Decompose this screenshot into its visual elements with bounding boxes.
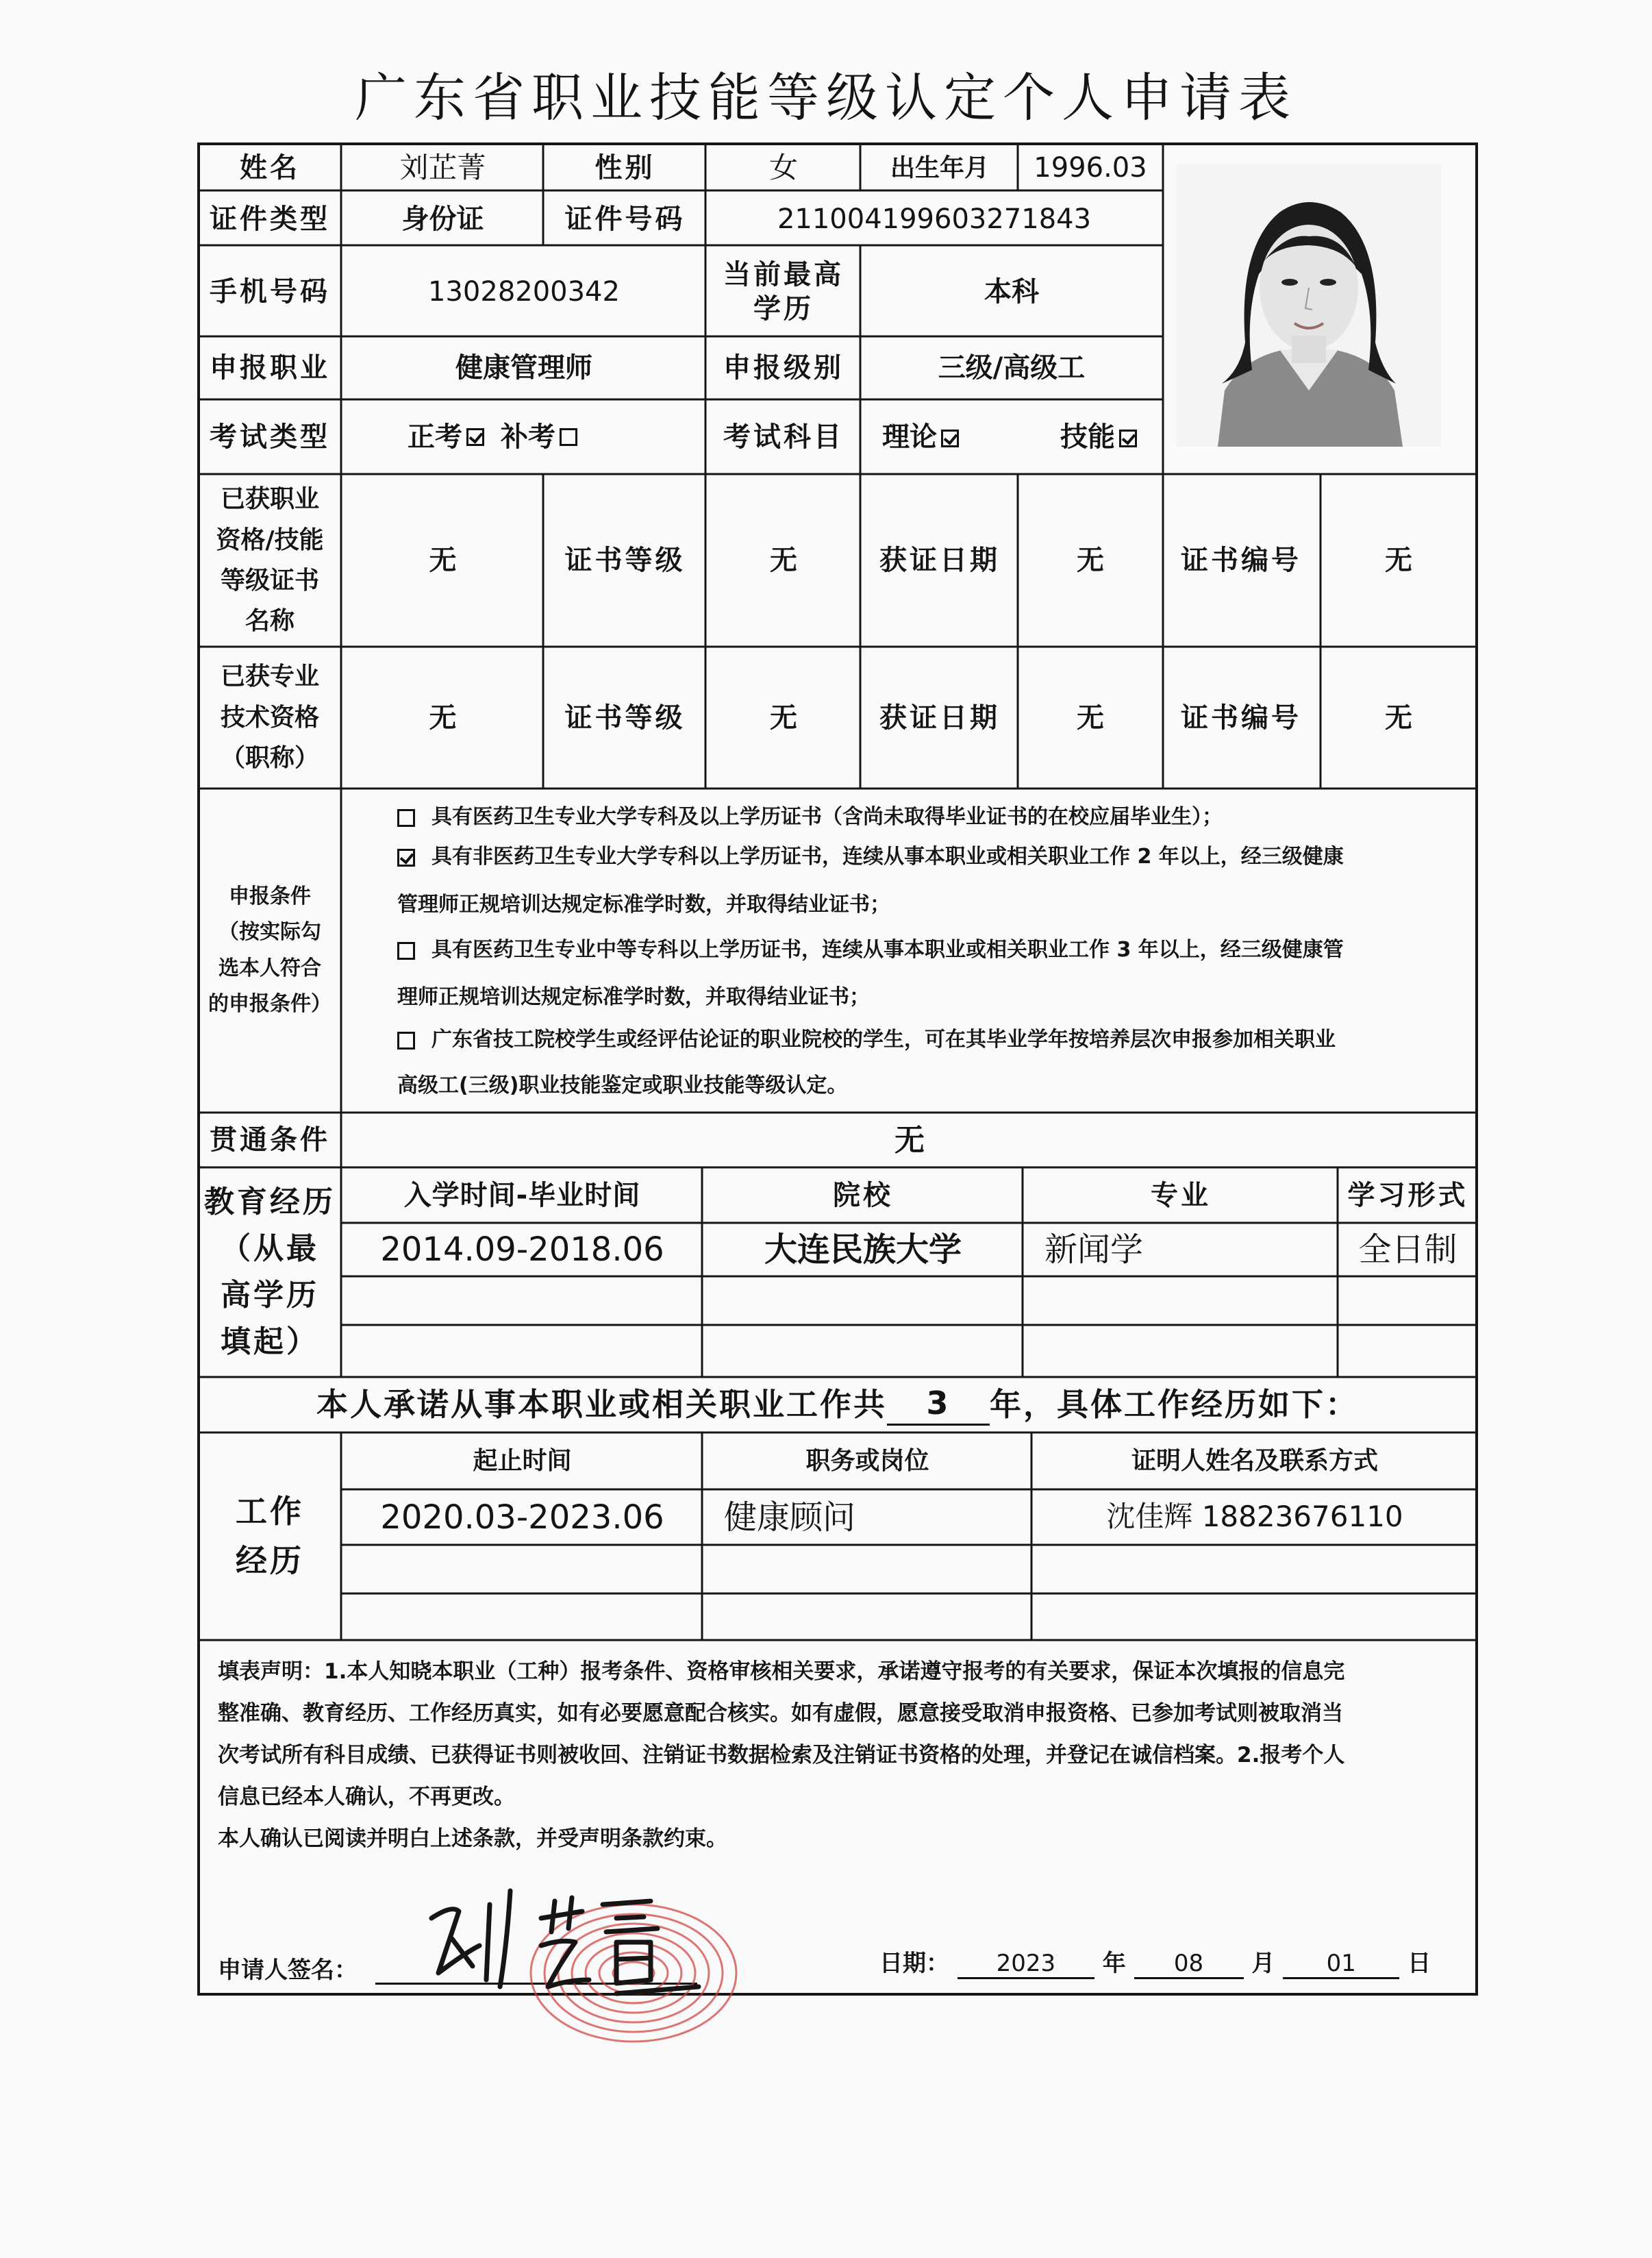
id-type-label: 证件类型 [210,203,330,235]
id-number-label: 证件号码 [564,203,686,235]
professional-title-label [199,647,341,789]
conditions-label-line: （按实际勾 [218,920,321,944]
condition-3-text-line2: 理师正规培训达规定标准学时数，并取得结业证书； [397,985,870,1009]
condition-item-3 [397,938,1344,963]
declaration-line: 填表声明：1.本人知晓本职业（工种）报考条件、资格审核相关要求，承诺遵守报考的有关要求，保证本次填报的信息完 [218,1659,1345,1684]
gender-label: 性别 [595,152,655,184]
qualification-cert-label-line: 已获职业 [220,485,319,514]
condition-item-4 [397,1028,1336,1052]
level-value[interactable]: 三级/高级工 [938,352,1086,384]
work-header-position: 职务或岗位 [805,1447,929,1475]
professional-date-label: 获证日期 [879,702,1000,734]
birth-label: 出生年月 [890,153,989,182]
professional-number-label: 证书编号 [1181,702,1301,734]
conditions-label-line: 的申报条件） [208,992,331,1016]
work-pledge-years[interactable]: 3 [887,1384,990,1426]
date-month-unit: 月 [1251,1950,1275,1977]
declaration-line: 信息已经本人确认，不再更改。 [218,1785,515,1809]
professional-number-value[interactable]: 无 [1385,702,1412,734]
education-label-line: （从最 [221,1230,319,1266]
education-label-line: 填起） [221,1324,319,1360]
date-label: 日期： [879,1950,949,1977]
exam-makeup-checkbox[interactable] [560,428,577,446]
work-pledge-prefix: 本人承诺从事本职业或相关职业工作共 [316,1385,887,1423]
condition-2-text-line2: 管理师正规培训达规定标准学时数，并取得结业证书； [397,893,890,917]
declaration-line: 整准确、教育经历、工作经历真实，如有必要愿意配合核实。如有虚假，愿意接受取消申报资格、已参加考试则被取消当 [218,1701,1343,1726]
condition-item-2 [397,845,1344,869]
condition-3-text-line1: 具有医药卫生专业中等专科以上学历证书，连续从事本职业或相关职业工作 3 年以上，经三级健康管 [431,938,1344,962]
condition-4-text-line1: 广东省技工院校学生或经评估论证的职业院校的学生，可在其毕业学年按培养层次申报参加相关职业 [431,1028,1336,1052]
professional-title-name[interactable]: 无 [429,702,457,734]
birth-value[interactable]: 1996.03 [1034,152,1147,184]
condition-1-checkbox[interactable] [397,809,415,827]
exam-type-label: 考试类型 [210,421,330,453]
condition-2-checkbox[interactable] [397,849,415,867]
education-label [199,1167,341,1377]
subject-theory-label: 理论 [882,421,937,453]
work-label [199,1432,341,1640]
subject-skill-group [1060,420,1141,454]
qualification-cert-label-line: 资格/技能 [216,525,324,554]
qualification-cert-name[interactable]: 无 [429,545,457,576]
level-label: 申报级别 [723,352,844,384]
education-level-label [707,247,860,336]
subject-theory-group [882,420,963,454]
condition-4-checkbox[interactable] [397,1032,415,1050]
exam-makeup-label: 补考 [501,421,555,453]
education-label-line: 教育经历 [204,1184,336,1219]
exam-regular-label: 正考 [408,421,462,453]
date-month[interactable]: 08 [1134,1950,1244,1979]
condition-3-checkbox[interactable] [397,942,415,960]
education-row-school[interactable]: 大连民族大学 [764,1230,962,1269]
exam-regular-checkbox[interactable] [466,428,484,446]
education-row-period[interactable]: 2014.09-2018.06 [380,1230,664,1269]
condition-2-text-line1: 具有非医药卫生专业大学专科以上学历证书，连续从事本职业或相关职业工作 2 年以上，经三级健康 [431,845,1344,869]
through-value[interactable]: 无 [894,1122,925,1158]
form-title: 广东省职业技能等级认定个人申请表 [355,67,1297,128]
id-number-value[interactable]: 211004199603271843 [777,203,1092,235]
subject-skill-checkbox[interactable] [1119,430,1137,447]
subject-theory-checkbox[interactable] [941,430,959,447]
declaration [218,1651,1464,1860]
declaration-line: 次考试所有科目成绩、已获得证书则被收回、注销证书数据检索及注销证书资格的处理，并登记在诚信档案。2.报考个人 [218,1743,1345,1767]
date-day[interactable]: 01 [1283,1950,1399,1979]
qualification-cert-label-line: 等级证书 [220,567,319,595]
professional-date-value[interactable]: 无 [1077,702,1104,734]
handwritten-signature[interactable] [411,1877,705,2000]
subject-skill-label: 技能 [1060,421,1115,453]
phone-value[interactable]: 13028200342 [428,275,620,308]
professional-title-label-line: （职称） [220,744,319,773]
qualification-number-label: 证书编号 [1181,545,1301,576]
education-header-period: 入学时间-毕业时间 [403,1179,641,1211]
work-header-period: 起止时间 [473,1447,572,1475]
name-value[interactable]: 刘芷菁 [399,150,486,184]
date-day-unit: 日 [1407,1950,1431,1977]
professional-grade-label: 证书等级 [564,702,686,734]
date-year-unit: 年 [1102,1950,1126,1977]
conditions-label [199,789,341,1113]
exam-subject-label: 考试科目 [723,421,844,453]
declaration-confirm: 本人确认已阅读并明白上述条款，并受声明条款约束。 [218,1826,727,1851]
date-year[interactable]: 2023 [958,1950,1094,1979]
conditions-label-line: 申报条件 [229,884,311,908]
occupation-value[interactable]: 健康管理师 [455,352,592,384]
through-label: 贯通条件 [210,1124,330,1156]
condition-1-text: 具有医药卫生专业大学专科及以上学历证书（含尚未取得毕业证书的在校应届毕业生）； [431,805,1223,829]
work-label-line: 工作 [236,1493,304,1530]
name-label: 姓名 [240,152,300,184]
professional-title-label-line: 已获专业 [220,662,319,691]
applicant-photo [1177,164,1441,447]
id-type-value[interactable]: 身份证 [401,203,484,235]
phone-label: 手机号码 [210,275,330,308]
work-row-period[interactable]: 2020.03-2023.06 [380,1498,664,1537]
gender-value[interactable]: 女 [768,150,798,184]
professional-title-label-line: 技术资格 [220,703,319,732]
occupation-label: 申报职业 [210,352,330,384]
education-level-label-line1: 当前最高 [723,258,844,290]
condition-4-text-line2: 高级工(三级)职业技能鉴定或职业技能等级认定。 [397,1074,848,1097]
exam-subject-options [862,399,1162,474]
qualification-cert-label [199,474,341,647]
education-header-major: 专业 [1151,1179,1211,1211]
education-label-line: 高学历 [221,1278,319,1313]
qualification-cert-label-line: 名称 [245,607,295,636]
education-level-label-line2: 学历 [753,293,814,325]
work-label-line: 经历 [236,1541,304,1579]
qualification-grade-value[interactable]: 无 [770,545,797,576]
exam-type-options [342,399,705,474]
education-header-mode: 学习形式 [1347,1179,1468,1211]
conditions-label-line: 选本人符合 [218,956,321,980]
work-row-position[interactable]: 健康顾问 [724,1498,856,1537]
qualification-number-value[interactable]: 无 [1385,545,1412,576]
work-row-reference[interactable]: 沈佳辉 18823676110 [1106,1500,1403,1534]
work-pledge-suffix: 年，具体工作经历如下： [990,1385,1359,1423]
professional-grade-value[interactable]: 无 [770,702,797,734]
condition-item-1 [397,805,1223,830]
education-row-major[interactable]: 新闻学 [1044,1230,1144,1269]
qualification-grade-label: 证书等级 [564,545,686,576]
date-field [879,1944,1431,1979]
qualification-date-value[interactable]: 无 [1077,545,1104,576]
signature-label: 申请人签名： [218,1957,358,1984]
education-level-value[interactable]: 本科 [984,275,1039,308]
qualification-date-label: 获证日期 [879,545,1000,576]
work-pledge [199,1377,1477,1432]
education-row-mode[interactable]: 全日制 [1358,1230,1457,1269]
education-header-school: 院校 [833,1179,893,1211]
work-header-reference: 证明人姓名及联系方式 [1131,1447,1378,1475]
